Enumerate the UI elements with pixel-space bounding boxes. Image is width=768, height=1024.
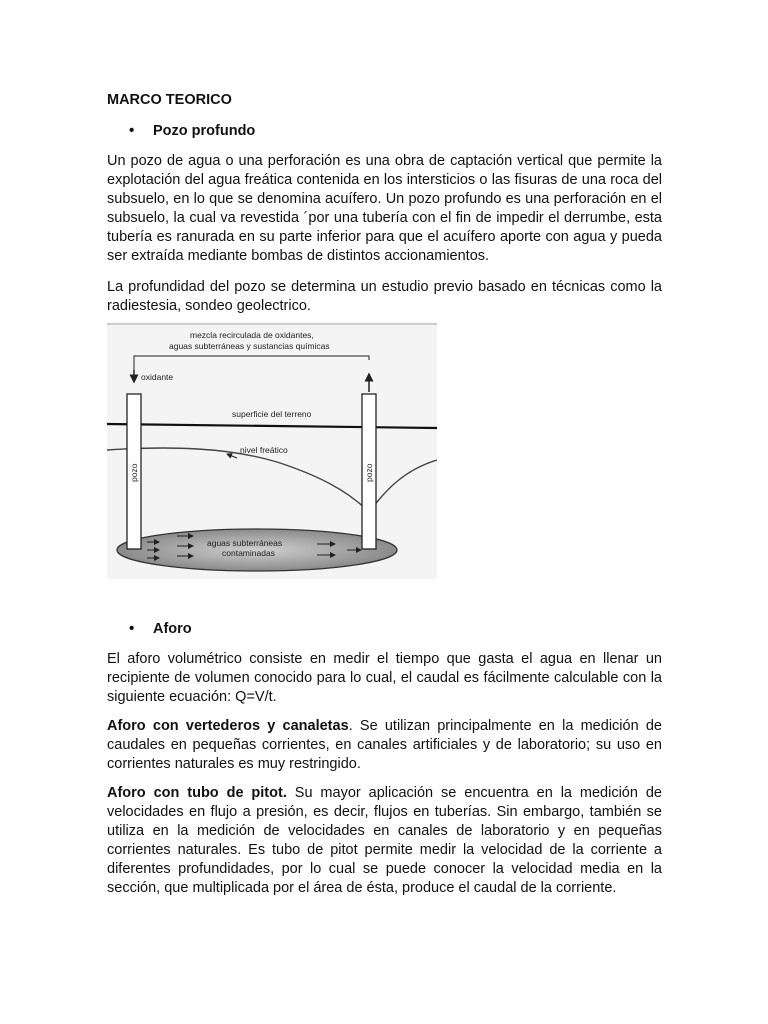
well-diagram	[107, 322, 437, 579]
paragraph-pozo-depth: La profundidad del pozo se determina un estudio previo basado en técnicas como la radiestesia, sondeo geolectrico.	[107, 279, 662, 314]
bullet-dot: •	[129, 620, 135, 637]
surface-label: superficie del terreno	[232, 409, 312, 419]
aquifer-label-1: aguas subterráneas	[207, 538, 283, 548]
top-label-2: aguas subterráneas y sustancias químicas	[169, 341, 330, 351]
left-well-label: pozo	[129, 463, 139, 482]
pitot-title: Aforo con tubo de pitot.	[107, 785, 287, 801]
bullet-title: Pozo profundo	[153, 123, 256, 139]
vertederos-text: . Se utilizan principalmente en la medición de caudales en pequeñas corrientes, en canales artificiales y de laboratorio; su uso en corrientes naturales es muy restringido.	[107, 718, 662, 772]
oxidant-label: oxidante	[141, 372, 174, 382]
pitot-text: Su mayor aplicación se encuentra en la medición de velocidades en flujo a presión, es decir, flujos en tuberías. Sin embargo, también se utiliza en la medición de velocidades en canales de laboratorio y en pequeñas corrientes naturales. Es tubo de pitot permite medir la velocidad de la corriente a diferentes profundidades, por lo cual se puede conocer la velocidad media en la sección, que multiplicada por el área de ésta, produce el caudal de la corriente.	[107, 785, 662, 896]
water-table-label: nivel freático	[240, 445, 288, 455]
paragraph-aforo-volumetrico: El aforo volumétrico consiste en medir el tiempo que gasta el agua en llenar un recipiente de volumen conocido para lo cual, el caudal es fácilmente calculable con la siguiente ecuación: Q=V/t.	[107, 651, 662, 705]
paragraph-vertederos	[107, 717, 662, 774]
well-diagram-svg	[107, 322, 437, 579]
bullet-title: Aforo	[153, 621, 192, 637]
bullet-dot: •	[129, 122, 135, 139]
aquifer-label-2: contaminadas	[222, 548, 275, 558]
vertederos-title: Aforo con vertederos y canaletas	[107, 718, 349, 734]
bullet-pozo-profundo	[129, 122, 255, 139]
paragraph-pozo-definition: Un pozo de agua o una perforación es una obra de captación vertical que permite la explotación del agua freática contenida en los intersticios o las fisuras de una roca del subsuelo, en lo que se denomina acuífero. Un pozo profundo es una perforación en el subsuelo, la cual va revestida ´por una tubería con el fin de impedir el derrumbe, esta tubería es ranurada en su parte inferior para que el acuífero aporte con agua y pueda ser extraída mediante bombas de distintos accionamientos.	[107, 153, 662, 264]
paragraph-pitot	[107, 784, 662, 898]
right-well-label: pozo	[364, 463, 374, 482]
page-heading: MARCO TEORICO	[107, 92, 232, 108]
bullet-aforo	[129, 620, 192, 637]
top-label-1: mezcla recirculada de oxidantes,	[190, 330, 314, 340]
